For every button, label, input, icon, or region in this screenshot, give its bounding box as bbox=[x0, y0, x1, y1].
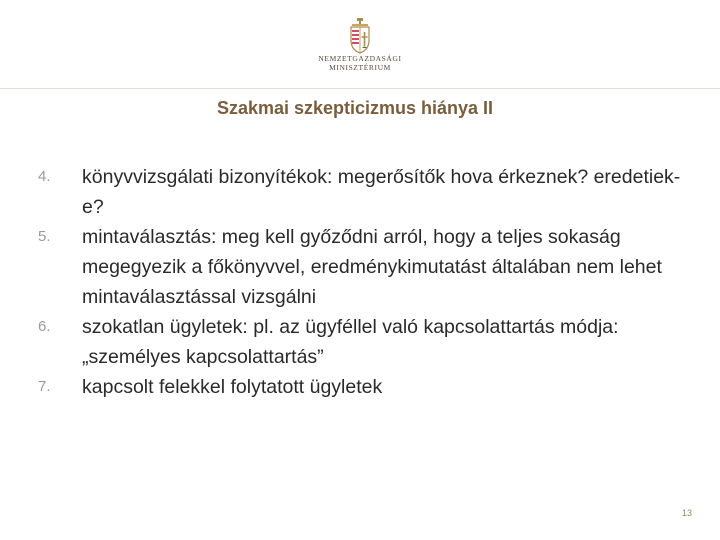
coat-of-arms-icon bbox=[348, 18, 372, 54]
list-item-text: könyvvizsgálati bizonyítékok: megerősítők hova érkeznek? eredetiek-e? bbox=[82, 166, 681, 218]
logo-text-line2: MINISZTÉRIUM bbox=[329, 63, 391, 72]
list-item bbox=[38, 162, 698, 222]
list-item-text: mintaválasztás: meg kell győződni arról, hogy a teljes sokaság megegyezik a főkönyvvel, eredménykimutatást általában nem lehet mintaválasztással vizsgálni bbox=[82, 226, 662, 308]
numbered-list bbox=[38, 162, 698, 402]
list-item-number: 7. bbox=[38, 378, 51, 395]
page-number: 13 bbox=[681, 508, 692, 518]
logo-text-line1: NEMZETGAZDASÁGI bbox=[318, 54, 402, 63]
list-item-number: 4. bbox=[38, 168, 51, 185]
ministry-logo bbox=[300, 18, 420, 82]
list-item-text: szokatlan ügyletek: pl. az ügyféllel való kapcsolattartás módja: „személyes kapcsolattartás” bbox=[82, 316, 619, 368]
list-item bbox=[38, 312, 698, 372]
list-item-number: 5. bbox=[38, 228, 51, 245]
slide-title: Szakmai szkepticizmus hiánya II bbox=[216, 98, 494, 118]
list-item bbox=[38, 372, 698, 402]
header-divider bbox=[0, 88, 720, 89]
list-item-number: 6. bbox=[38, 318, 51, 335]
list-item bbox=[38, 222, 698, 312]
list-item-text: kapcsolt felekkel folytatott ügyletek bbox=[82, 376, 383, 398]
